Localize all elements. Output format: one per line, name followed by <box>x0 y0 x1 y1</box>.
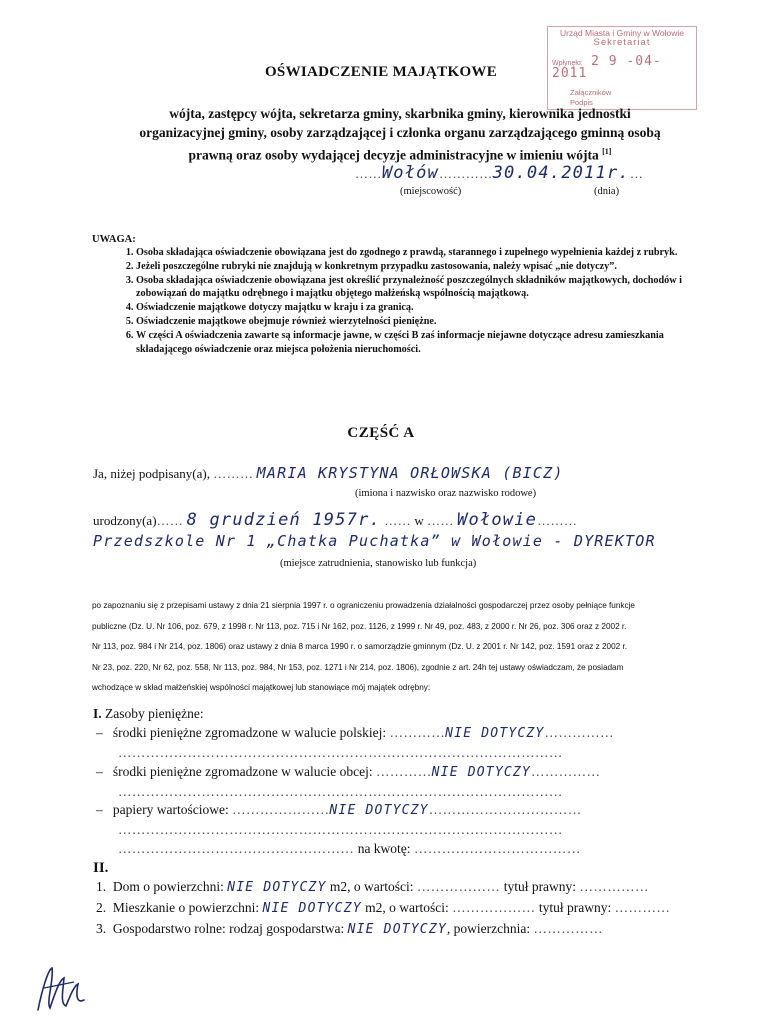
legal-line: po zapoznaniu się z przepisami ustawy z dnia 21 sierpnia 1997 r. o ograniczeniu prowadzenia działalności gospodarczej przez osoby pełniące funkcje <box>92 601 635 610</box>
notice-item: 5. Oświadczenie majątkowe obejmuje również wierzytelności pieniężne. <box>136 315 698 329</box>
flat-unit: m2, o wartości: <box>365 900 449 915</box>
foreign-funds-line: – środki pieniężne zgromadzone w walucie obcej: …………NIE DOTYCZY…………… <box>96 764 601 780</box>
notice-item: 3. Osoba składająca oświadczenie obowiązana jest określić przynależność poszczególnych składników majątkowych, dochodów i zobowiązań do majątku odrębnego i majątku objętego małżeńską wspólnością majątkową. <box>136 274 698 302</box>
stamp-received-label: Wpłynęło: <box>552 60 583 67</box>
house-unit: m2, o wartości: <box>329 879 414 894</box>
foreign-funds-value: NIE DOTYCZY <box>431 765 531 780</box>
section-1-number: I. <box>93 706 102 721</box>
notice-heading: UWAGA: <box>92 234 136 245</box>
part-a-heading: CZĘŚĆ A <box>347 425 415 441</box>
notice-list <box>118 246 698 356</box>
house-line: 1. Dom o powierzchni: NIE DOTYCZY m2, o wartości: ……………… tytuł prawny: …………… <box>96 879 649 895</box>
born-in-label: w <box>414 513 424 528</box>
house-label: Dom o powierzchni: <box>112 879 224 894</box>
securities-amount-line: …………………………………………… na kwotę: ……………………………… <box>118 841 581 856</box>
stamp-received-date: 2 9 -04- 2011 <box>552 54 662 81</box>
securities-continuation: …………………………………………………………………………………… <box>118 822 563 837</box>
signature-mark <box>30 960 100 1020</box>
place-value: Wołów <box>381 163 439 183</box>
pln-funds-continuation: …………………………………………………………………………………… <box>118 745 563 760</box>
farm-area-label: , powierzchnia: <box>446 921 531 936</box>
intro-line-3: prawną oraz osoby wydającej decyzje administracyjne w imieniu wójta <box>188 147 599 163</box>
flat-value: NIE DOTYCZY <box>262 901 362 916</box>
born-label: urodzony(a) <box>93 513 157 528</box>
securities-label: papiery wartościowe: <box>112 802 229 817</box>
house-title-label: tytuł prawny: <box>503 879 577 894</box>
foreign-funds-label: środki pieniężne zgromadzone w walucie obcej: <box>112 764 373 779</box>
employer-line <box>93 532 656 550</box>
section-1-title: Zasoby pieniężne: <box>105 706 204 721</box>
amount-label: na kwotę: <box>357 841 411 856</box>
pln-funds-line: – środki pieniężne zgromadzone w walucie polskiej: …………NIE DOTYCZY…………… <box>96 725 614 741</box>
stamp-office: Urząd Miasta i Gminy w Wołowie <box>559 28 685 38</box>
pln-funds-value: NIE DOTYCZY <box>445 726 545 741</box>
intro-text <box>80 104 720 165</box>
place-date-line: ……Wołów…………30.04.2011r.… <box>355 163 644 183</box>
intro-line-2: organizacyjnej gminy, osoby zarządzającej i członka organu zarządzającego gminną osobą <box>139 125 661 140</box>
employer-value: Przedszkole Nr 1 „Chatka Puchatka” w Wołowie - DYREKTOR <box>93 532 656 550</box>
name-value: MARIA KRYSTYNA ORŁOWSKA (BICZ) <box>256 464 564 482</box>
employer-caption: (miejsce zatrudnienia, stanowisko lub funkcja) <box>280 558 477 569</box>
declarant-name-line: Ja, niżej podpisany(a), ……… MARIA KRYSTYNA ORŁOWSKA (BICZ) <box>93 464 564 482</box>
notice-item: 1. Osoba składająca oświadczenie obowiązana jest do zgodnego z prawdą, starannego i zupełnego wypełnienia każdej z rubryk. <box>136 246 698 260</box>
farm-value: NIE DOTYCZY <box>347 922 447 937</box>
place-caption: (miejscowość) <box>400 186 462 197</box>
section-1-heading <box>93 706 204 722</box>
stamp-signature-label: Podpis <box>570 98 593 107</box>
name-label: Ja, niżej podpisany(a), <box>93 466 210 481</box>
flat-line: 2. Mieszkanie o powierzchni: NIE DOTYCZY m2, o wartości: ……………… tytuł prawny: ………… <box>96 900 671 916</box>
securities-line: – papiery wartościowe: …………………NIE DOTYCZY…………………………… <box>96 802 582 818</box>
pln-funds-label: środki pieniężne zgromadzone w walucie polskiej: <box>112 725 387 740</box>
notice-item: 4. Oświadczenie majątkowe dotyczy majątku w kraju i za granicą. <box>136 301 698 315</box>
legal-basis-text <box>92 596 702 699</box>
intro-footnote: [1] <box>602 147 612 156</box>
farm-label: Gospodarstwo rolne: rodzaj gospodarstwa: <box>112 921 345 936</box>
born-date: 8 grudzień 1957r. <box>186 510 381 530</box>
legal-line: wchodzące w skład małżeńskiej wspólności majątkowej lub stanowiące mój majątek odrębny: <box>92 683 431 693</box>
stamp-department: Sekretariat <box>593 37 651 48</box>
securities-value: NIE DOTYCZY <box>329 803 429 818</box>
stamp-attachments-label: Załączników <box>570 88 612 97</box>
notice-item: 6. W części A oświadczenia zawarte są informacje jawne, w części B zaś informacje niejawne dotyczące adresu zamieszkania składającego oświadczenie oraz miejsca położenia nieruchomości. <box>136 329 698 357</box>
flat-title-label: tytuł prawny: <box>538 900 612 915</box>
house-value: NIE DOTYCZY <box>227 880 327 895</box>
date-caption: (dnia) <box>594 186 620 197</box>
flat-number: 2. <box>96 900 107 915</box>
born-place: Wołowie <box>457 510 538 530</box>
foreign-funds-continuation: …………………………………………………………………………………… <box>118 784 563 799</box>
farm-number: 3. <box>96 921 107 936</box>
date-value: 30.04.2011r. <box>492 163 630 183</box>
document-title: OŚWIADCZENIE MAJĄTKOWE <box>264 64 498 80</box>
legal-line: Nr 113, poz. 984 i Nr 214, poz. 1806) oraz ustawy z dnia 8 marca 1990 r. o samorządzie gminnym (Dz. U. z 2001 r. Nr 142, poz. 1591 oraz z 2002 r. <box>92 642 628 652</box>
birth-line: urodzony(a)…… 8 grudzień 1957r. …… w …… Wołowie……… <box>93 510 578 530</box>
legal-line: publiczne (Dz. U. Nr 106, poz. 679, z 1998 r. Nr 113, poz. 715 i Nr 162, poz. 1126, z 1999 r. Nr 49, poz. 483, z 2000 r. Nr 26, poz. 306 oraz z 2002 r. <box>92 621 627 631</box>
section-2-heading: II. <box>93 860 109 876</box>
flat-label: Mieszkanie o powierzchni: <box>112 900 260 915</box>
intro-line-1: wójta, zastępcy wójta, sekretarza gminy, skarbnika gminy, kierownika jednostki <box>169 106 631 121</box>
legal-line: Nr 23, poz. 220, Nr 62, poz. 558, Nr 113, poz. 984, Nr 153, poz. 1271 i Nr 214, poz. 1806), zgodnie z art. 24h tej ustawy oświadczam, że posiadam <box>92 662 624 672</box>
farm-line: 3. Gospodarstwo rolne: rodzaj gospodarstwa: NIE DOTYCZY, powierzchnia: …………… <box>96 921 603 937</box>
notice-item: 2. Jeżeli poszczególne rubryki nie znajdują w konkretnym przypadku zastosowania, należy wpisać „nie dotyczy”. <box>136 260 698 274</box>
house-number: 1. <box>96 879 107 894</box>
name-caption: (imiona i nazwisko oraz nazwisko rodowe) <box>355 488 537 499</box>
